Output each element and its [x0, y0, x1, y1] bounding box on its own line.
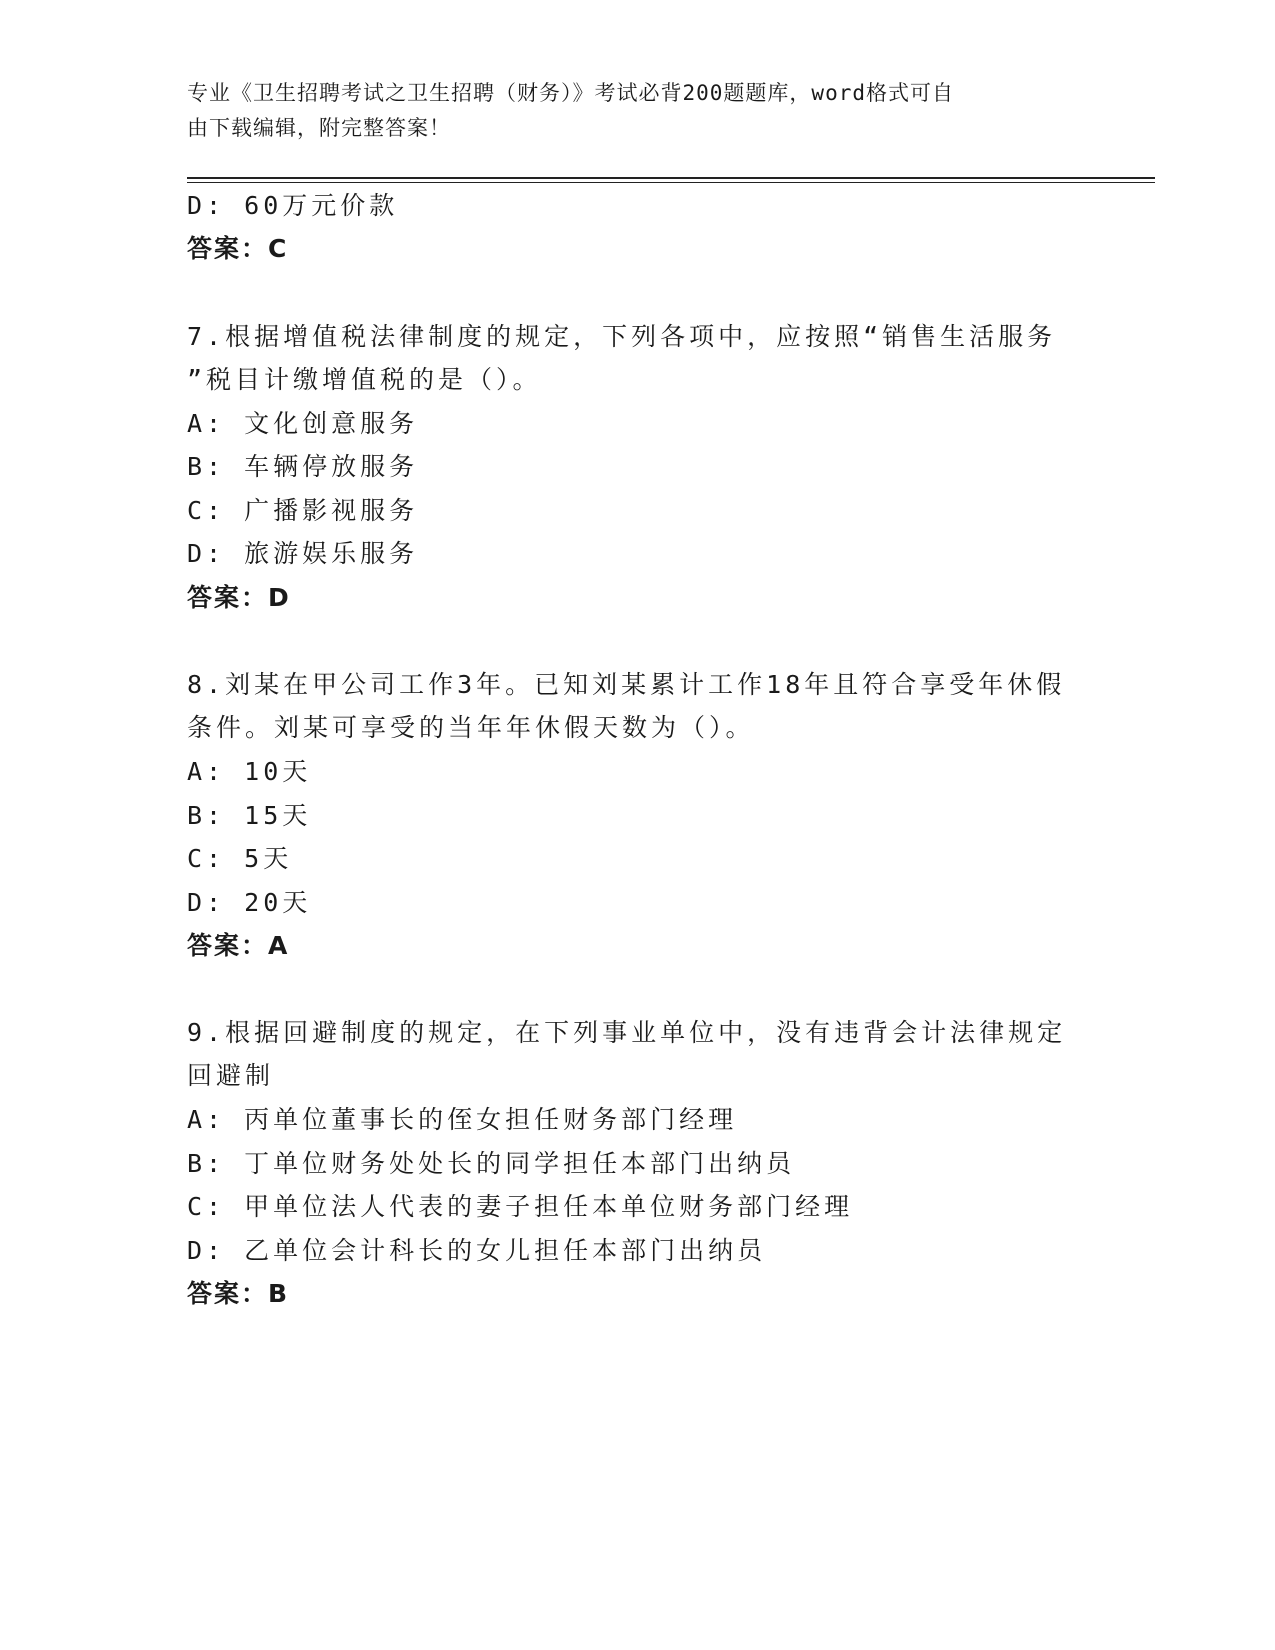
q9-option-a: A: 丙单位董事长的侄女担任财务部门经理 [187, 1105, 738, 1134]
q9-stem-line-2: 回避制 [187, 1061, 275, 1090]
q7-stem-line-1: 7.根据增值税法律制度的规定，下列各项中，应按照“销售生活服务 [187, 322, 1057, 351]
q8-option-a: A: 10天 [187, 757, 312, 786]
q8-option-b: B: 15天 [187, 801, 312, 830]
header-line-1: 专业《卫生招聘考试之卫生招聘（财务）》考试必背200题题库，word格式可自 [187, 81, 954, 105]
prev-option-d: D: 60万元价款 [187, 191, 399, 220]
q7-stem-line-2: ”税目计缴增值税的是（）。 [187, 365, 542, 394]
q8-option-c: C: 5天 [187, 844, 293, 873]
q7-answer: 答案：D [187, 583, 291, 612]
q9-option-b: B: 丁单位财务处处长的同学担任本部门出纳员 [187, 1149, 796, 1178]
document-header [187, 76, 1067, 146]
q8-option-d: D: 20天 [187, 888, 312, 917]
q7-option-d: D: 旅游娱乐服务 [187, 539, 419, 568]
q8-stem-line-2: 条件。刘某可享受的当年年休假天数为（）。 [187, 713, 755, 742]
q8-stem-line-1: 8.刘某在甲公司工作3年。已知刘某累计工作18年且符合享受年休假 [187, 670, 1066, 699]
q7-option-b: B: 车辆停放服务 [187, 452, 419, 481]
q8-answer: 答案：A [187, 931, 290, 960]
header-line-2: 由下载编辑，附完整答案！ [187, 116, 451, 140]
header-rule-thin [187, 182, 1155, 183]
header-rule-thick [187, 177, 1155, 179]
q9-option-d: D: 乙单位会计科长的女儿担任本部门出纳员 [187, 1236, 767, 1265]
q9-option-c: C: 甲单位法人代表的妻子担任本单位财务部门经理 [187, 1192, 854, 1221]
q9-answer: 答案：B [187, 1279, 290, 1308]
q7-option-c: C: 广播影视服务 [187, 496, 419, 525]
q7-option-a: A: 文化创意服务 [187, 409, 419, 438]
q9-stem-line-1: 9.根据回避制度的规定，在下列事业单位中，没有违背会计法律规定 [187, 1018, 1067, 1047]
prev-answer: 答案：C [187, 234, 289, 263]
